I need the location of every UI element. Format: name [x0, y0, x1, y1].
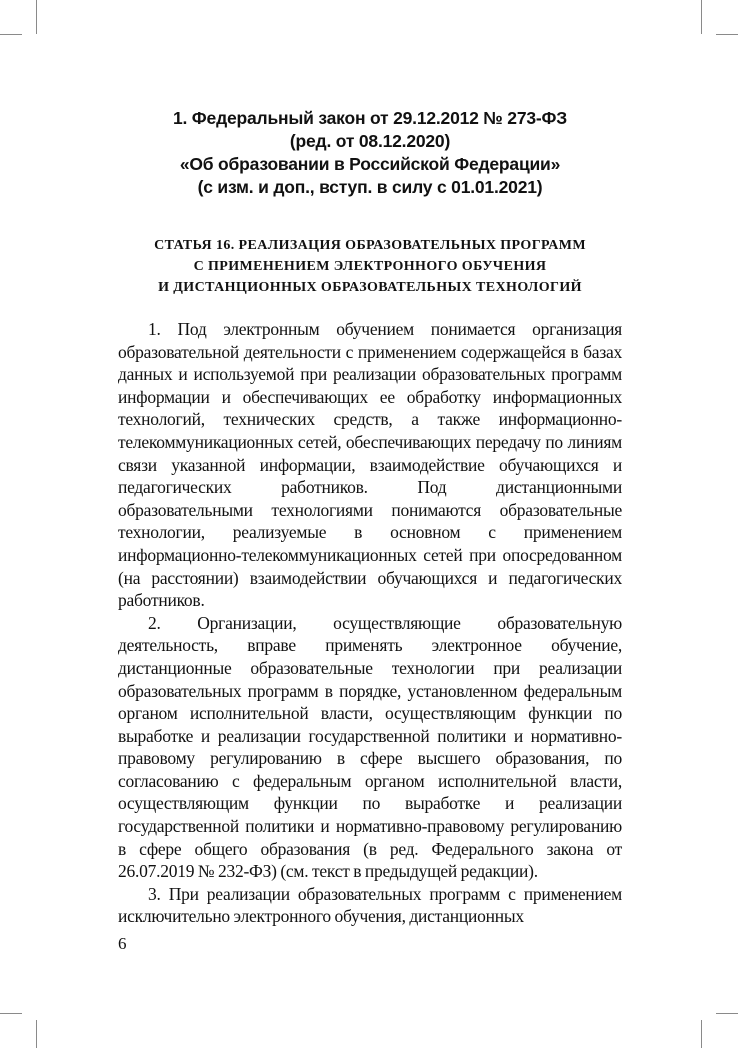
article-body: [118, 318, 622, 928]
paragraph: 3. При реализации образовательных программ с применением исключительно электронного обучения, дистанционных: [118, 883, 622, 927]
law-title-line: 1. Федеральный закон от 29.12.2012 № 273-ФЗ: [172, 108, 568, 128]
article-heading-line: СТАТЬЯ 16. РЕАЛИЗАЦИЯ ОБРАЗОВАТЕЛЬНЫХ ПРОГРАММ: [154, 238, 586, 253]
crop-mark-top-left-horizontal: [0, 34, 22, 35]
crop-mark-bottom-left-horizontal: [0, 1013, 22, 1014]
article-heading-line: С ПРИМЕНЕНИЕМ ЭЛЕКТРОННОГО ОБУЧЕНИЯ: [193, 259, 547, 274]
law-title-line: (ред. от 08.12.2020): [289, 131, 451, 151]
page-number: 6: [118, 934, 127, 953]
paragraph: 1. Под электронным обучением понимается организация образовательной деятельности с применением содержащейся в базах данных и используемой при реализации образовательных программ информации и обеспечивающих ее обработку информационных технологий, технических средств, а также информационно-телекоммуникационных сетей, обеспечивающих передачу по линиям связи указанной информации, взаимодействие обучающихся и педагогических работников. Под дистанционными образовательными технологиями понимаются образовательные технологии, реализуемые в основном с применением информационно-телекоммуникационных сетей при опосредованном (на расстоянии) взаимодействии обучающихся и педагогических работников.: [118, 319, 622, 611]
crop-mark-bottom-right-horizontal: [716, 1013, 738, 1014]
law-title: [118, 107, 622, 199]
law-title-line: (с изм. и доп., вступ. в силу с 01.01.2021): [197, 177, 543, 197]
crop-mark-top-right: [701, 0, 702, 34]
article-heading: [118, 235, 622, 298]
crop-mark-top-left: [36, 0, 37, 34]
crop-mark-top-right-horizontal: [716, 34, 738, 35]
crop-mark-bottom-left: [36, 1020, 37, 1048]
article-heading-line: И ДИСТАНЦИОННЫХ ОБРАЗОВАТЕЛЬНЫХ ТЕХНОЛОГИЙ: [158, 280, 582, 295]
crop-mark-bottom-right: [701, 1020, 702, 1048]
law-title-line: «Об образовании в Российской Федерации»: [179, 154, 561, 174]
paragraph: 2. Организации, осуществляющие образовательную деятельность, вправе применять электронное обучение, дистанционные образовательные технологии при реализации образовательных программ в порядке, установленном федеральным органом исполнительной власти, осуществляющим функции по выработке и реализации государственной политики и нормативно-правовому регулированию в сфере высшего образования, по согласованию с федеральным органом исполнительной власти, осуществляющим функции по выработке и реализации государственной политики и нормативно-правовому регулированию в сфере общего образования (в ред. Федерального закона от 26.07.2019 № 232-ФЗ) (см. текст в предыдущей редакции).: [118, 612, 622, 882]
